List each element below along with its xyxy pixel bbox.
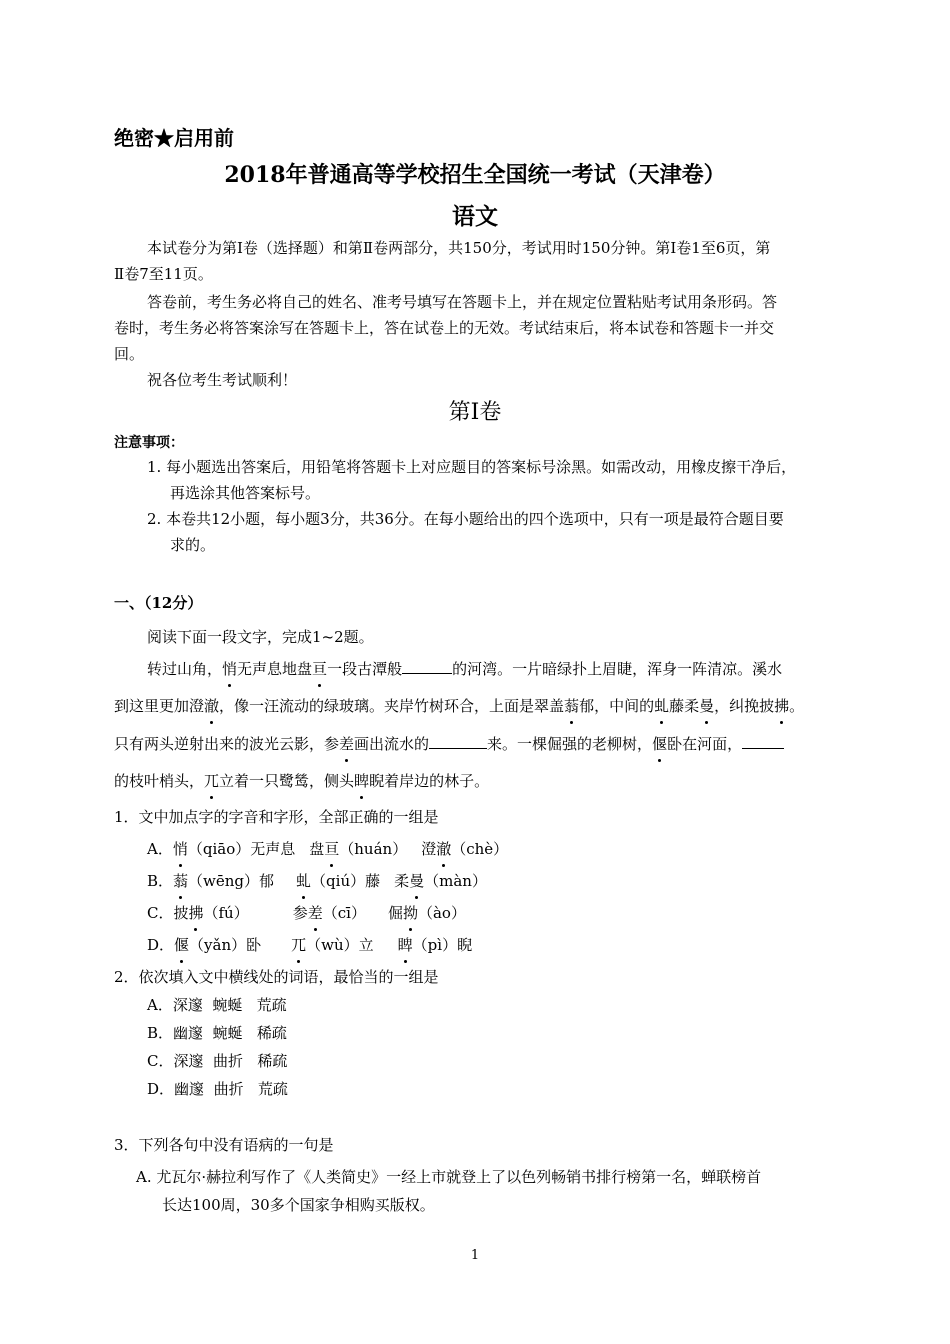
option-text: A． — [147, 840, 173, 858]
intro-paragraph-1-line-2: Ⅱ卷7至11页。 — [114, 265, 213, 283]
passage-text: 来。一棵倔强的老柳树， — [487, 735, 653, 753]
passage-line-4 — [114, 768, 489, 794]
passage-text: 一段古潭般 — [327, 660, 403, 678]
confidential-label: 绝密★启用前 — [114, 126, 234, 150]
fill-blank-2 — [429, 732, 487, 749]
passage-text: ，像一汪流动的绿玻璃。夹岸竹树环合，上面是翠盖 — [219, 697, 565, 715]
passage-text: 立着一只鹭鸶，侧头 — [219, 772, 355, 790]
passage-text: 郁，中间的 — [579, 697, 655, 715]
option-text: 盘 — [309, 840, 325, 858]
passage-text: 藤柔 — [669, 697, 700, 715]
dotted-char: 虬 — [654, 693, 669, 719]
passage-text: 的河湾。一片暗绿扑上眉睫，浑身一阵清凉。溪水 — [452, 660, 783, 678]
dotted-char: 拂 — [774, 693, 789, 719]
dotted-char: 曼 — [699, 693, 714, 719]
option-text: C．披 — [147, 904, 189, 922]
option-text: （yǎn）卧 — [189, 936, 262, 954]
passage-text: 的枝叶梢头， — [114, 772, 205, 790]
intro-paragraph-3: 祝各位考生考试顺利！ — [147, 371, 298, 389]
dotted-char: 亘 — [324, 836, 339, 862]
question-1-option-d — [147, 932, 472, 958]
dotted-char: 偃 — [652, 731, 667, 757]
option-text: （fú） — [203, 904, 249, 922]
page-number: 1 — [470, 1248, 480, 1263]
option-text: （qiú）藤 — [311, 872, 381, 890]
passage-text: 无声息地盘 — [237, 660, 313, 678]
dotted-char: 虬 — [296, 868, 311, 894]
note-1-line-1: 1. 每小题选出答案后，用铅笔将答题卡上对应题目的答案标号涂黑。如需改动，用橡皮擦干净后， — [147, 458, 797, 476]
option-text: （ào） — [417, 904, 466, 922]
passage-text: 画出流水的 — [354, 735, 430, 753]
option-text: （màn） — [424, 872, 487, 890]
notes-label: 注意事项： — [114, 435, 184, 451]
subject-title: 语文 — [452, 203, 498, 230]
passage-text: 到这里更加澄 — [114, 697, 205, 715]
intro-paragraph-2-line-3: 回。 — [114, 345, 145, 363]
dotted-char: 澈 — [436, 836, 451, 862]
option-text: 倔 — [387, 904, 403, 922]
question-2-option-d: D．幽邃 曲折 荒疏 — [147, 1080, 288, 1098]
dotted-char: 悄 — [173, 836, 188, 862]
note-2-line-2: 求的。 — [170, 536, 216, 554]
option-text: （pì）睨 — [412, 936, 473, 954]
dotted-char: 偃 — [174, 932, 189, 958]
dotted-char: 拗 — [403, 900, 418, 926]
intro-paragraph-1-line-1: 本试卷分为第Ⅰ卷（选择题）和第Ⅱ卷两部分，共150分，考试用时150分钟。第Ⅰ卷1至6页，第 — [147, 239, 771, 257]
passage-text: 。 — [789, 697, 805, 715]
passage-line-2 — [114, 693, 804, 719]
option-text: 澄 — [421, 840, 437, 858]
option-text: B． — [147, 872, 174, 890]
dotted-char: 兀 — [204, 768, 219, 794]
fill-blank-1 — [402, 657, 452, 674]
dotted-char: 兀 — [291, 932, 306, 958]
question-2-option-a: A．深邃 蜿蜒 荒疏 — [147, 996, 287, 1014]
question-1-option-a — [147, 836, 508, 862]
section-1-instruction: 阅读下面一段文字，完成1~2题。 — [147, 628, 374, 646]
option-text: （wēng）郁 — [188, 872, 275, 890]
dotted-char: 拂 — [188, 900, 203, 926]
passage-text: ，纠挽披 — [714, 697, 775, 715]
volume-title: 第Ⅰ卷 — [448, 400, 502, 425]
dotted-char: 澈 — [204, 693, 219, 719]
dotted-char: 亘 — [312, 656, 327, 682]
option-text: 参 — [292, 904, 308, 922]
section-1-heading-text: 一、（12分） — [114, 594, 203, 612]
question-1-option-c — [147, 900, 466, 926]
intro-paragraph-2-line-1: 答卷前，考生务必将自己的姓名、准考号填写在答题卡上，并在规定位置粘贴考试用条形码。答 — [147, 293, 778, 311]
passage-line-3 — [114, 731, 784, 757]
passage-text: 卧在河面， — [667, 735, 743, 753]
dotted-char: 悄 — [222, 656, 237, 682]
note-1-line-2: 再选涂其他答案标号。 — [170, 484, 321, 502]
question-3-option-a-line-1: A. 尤瓦尔·赫拉利写作了《人类简史》一经上市就登上了以色列畅销书排行榜第一名，蝉联榜首 — [136, 1168, 762, 1186]
option-text: （chè） — [451, 840, 509, 858]
question-1-stem: 1．文中加点字的字音和字形，全部正确的一组是 — [114, 808, 439, 826]
question-2-stem: 2．依次填入文中横线处的词语，最恰当的一组是 — [114, 968, 439, 986]
option-text: D． — [147, 936, 175, 954]
option-text: 柔 — [394, 872, 410, 890]
question-2-option-b: B．幽邃 蜿蜒 稀疏 — [147, 1024, 287, 1042]
section-1-heading — [114, 590, 202, 616]
option-text: （qiāo）无声息 — [187, 840, 296, 858]
question-1-option-b — [147, 868, 487, 894]
question-3-stem: 3．下列各句中没有语病的一句是 — [114, 1136, 334, 1154]
question-2-option-c: C．深邃 曲折 稀疏 — [147, 1052, 288, 1070]
option-text: （cī） — [322, 904, 366, 922]
passage-text: 转过山角， — [147, 660, 223, 678]
passage-text: 只有两头逆射出来的波光云影，参 — [114, 735, 340, 753]
dotted-char: 睥 — [354, 768, 369, 794]
dotted-char: 差 — [339, 731, 354, 757]
exam-title: 2018年普通高等学校招生全国统一考试（天津卷） — [224, 162, 726, 188]
fill-blank-3 — [742, 732, 784, 749]
option-text: （wù）立 — [306, 936, 374, 954]
option-text: （huán） — [339, 840, 408, 858]
note-2-line-1: 2. 本卷共12小题，每小题3分，共36分。在每小题给出的四个选项中，只有一项是最符合题目要 — [147, 510, 784, 528]
question-3-option-a-line-2: 长达100周，30多个国家争相购买版权。 — [162, 1196, 435, 1214]
passage-text: 睨着岸边的林子。 — [369, 772, 490, 790]
dotted-char: 蓊 — [173, 868, 188, 894]
dotted-char: 差 — [308, 900, 323, 926]
passage-line-1 — [147, 656, 782, 682]
dotted-char: 曼 — [409, 868, 424, 894]
dotted-char: 蓊 — [564, 693, 579, 719]
intro-paragraph-2-line-2: 卷时，考生务必将答案涂写在答题卡上，答在试卷上的无效。考试结束后，将本试卷和答题卡一并交 — [114, 319, 775, 337]
dotted-char: 睥 — [398, 932, 413, 958]
